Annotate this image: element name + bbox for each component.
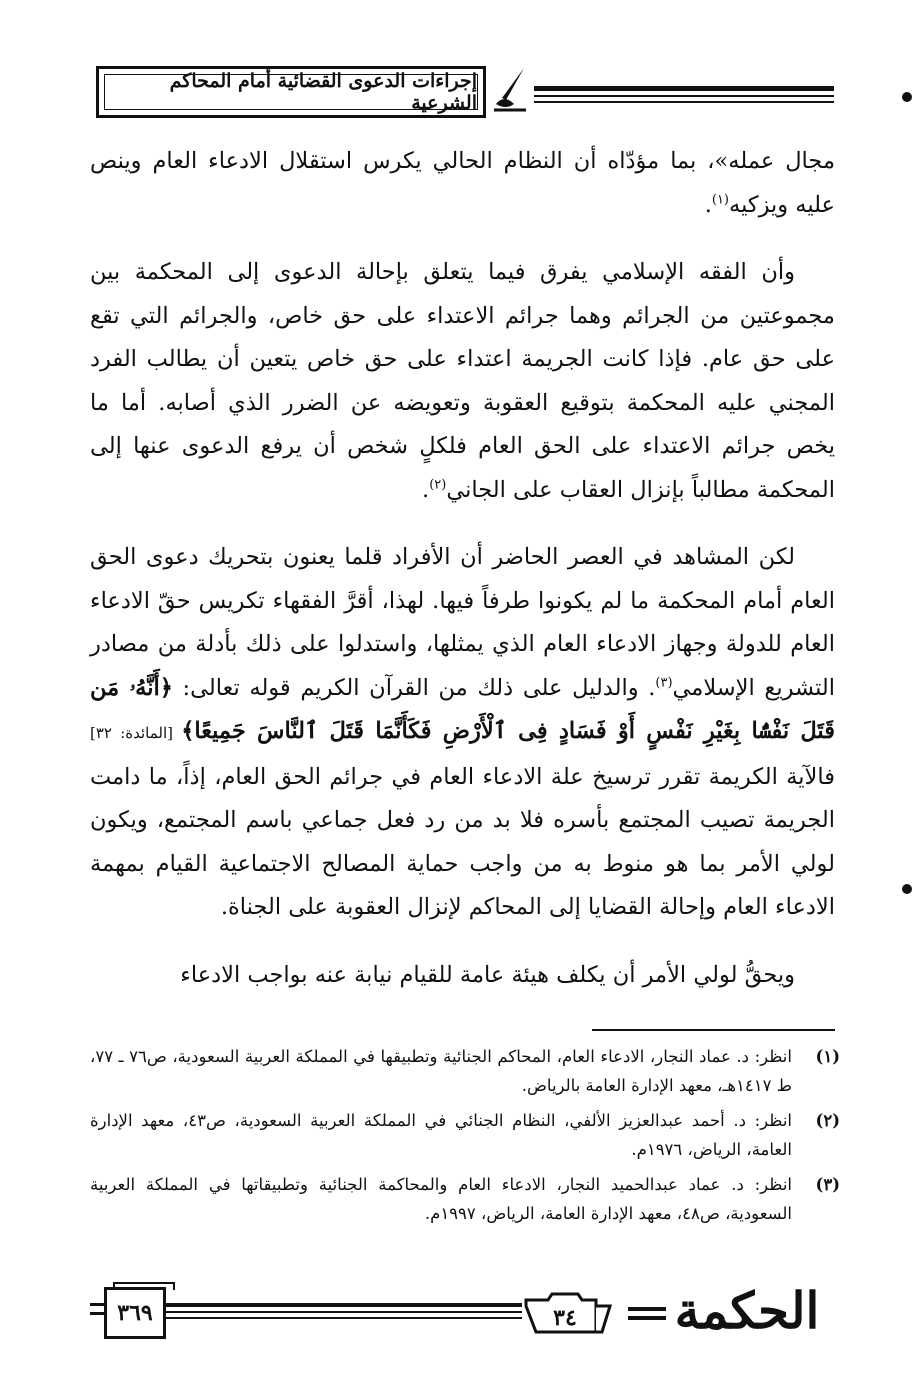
footer-rule [90, 1303, 104, 1306]
header-rule-thick [534, 86, 834, 91]
paragraph: مجال عمله»، بما مؤدّاه أن النظام الحالي يكرس استقلال الادعاء العام وينص عليه ويزكيه$^{(١)}$. [90, 148, 835, 218]
footer-rule [90, 1312, 104, 1315]
footnotes [90, 1042, 840, 1234]
body-text [90, 140, 835, 1021]
paragraph: وأن الفقه الإسلامي يفرق فيما يتعلق بإحالة الدعوى إلى المحكمة بين مجموعتين من الجرائم وهما جرائم الاعتداء على حق خاص، والجرائم التي تقع على حق عام. فإذا كانت الجريمة اعتداء على حق خاص يتعين أن يطالب الفرد المجني عليه المحكمة بتوقيع العقوبة وتعويضه عن الضرر الذي أصابه. أما ما يخص جرائم الاعتداء على الحق العام فلكلٍ شخص أن يرفع الدعوى عنها إلى المحكمة مطالباً بإنزال العقاب على الجاني$^{(٢)}$. [90, 259, 835, 503]
header-rule [534, 101, 834, 103]
issue-number: ٣٤ [553, 1305, 577, 1331]
verse-reference: [المائدة: ٣٢] [90, 724, 182, 742]
quill-pen-icon [490, 64, 530, 114]
footnote-number: (٢) [815, 1111, 840, 1130]
page-number: ٣٦٩ [117, 1300, 153, 1326]
footer-rule-thick [166, 1303, 522, 1307]
footer-rule [628, 1307, 666, 1311]
footnote [90, 1106, 840, 1164]
footnote-ref[interactable]: (٢) [429, 477, 447, 492]
footnote-text: انظر: د. عماد النجار، الادعاء العام، المحاكم الجنائية وتطبيقها في المملكة العربية السعودية، ص٧٦ ـ ٧٧، ط ١٤١٧هـ، معهد الإدارة العامة بالرياض. [90, 1047, 792, 1095]
footnote-number: (١) [815, 1047, 840, 1066]
header-rule [534, 95, 834, 97]
paragraph: ويحقُّ لولي الأمر أن يكلف هيئة عامة للقيام نيابة عنه بواجب الادعاء [180, 961, 795, 988]
footnote-separator [592, 1029, 835, 1031]
footnote-number: (٣) [815, 1175, 840, 1194]
quran-verse: ﴿أَنَّهُۥ مَن قَتَلَ نَفْسًۢا بِغَيْرِ نَفْسٍ أَوْ فَسَادٍ فِى ٱلْأَرْضِ فَكَأَنَّمَا قَتَلَ ٱلنَّاسَ جَمِيعًا﴾ [90, 674, 835, 744]
footnote-text: انظر: د. أحمد عبدالعزيز الألفي، النظام الجنائي في المملكة العربية السعودية، ص٤٣، معهد الإدارة العامة، الرياض، ١٩٧٦م. [90, 1111, 792, 1159]
footer-rule [166, 1311, 522, 1313]
journal-logo: الحكمة [674, 1281, 820, 1340]
footnote [90, 1042, 840, 1100]
page-number-box [104, 1287, 166, 1339]
margin-dot [902, 92, 912, 102]
footnote-text: انظر: د. عماد عبدالحميد النجار، الادعاء العام والمحاكمة الجنائية وتطبيقاتها في المملكة العربية السعودية، ص٤٨، معهد الإدارة العامة، الرياض، ١٩٩٧م. [90, 1175, 792, 1223]
footer-rule [628, 1316, 666, 1320]
footnote-ref[interactable]: (١) [711, 192, 729, 207]
margin-dot [902, 884, 912, 894]
footnote [90, 1170, 840, 1228]
footnote-ref[interactable]: (٣) [655, 675, 673, 690]
paragraph: لكن المشاهد في العصر الحاضر أن الأفراد قلما يعنون بتحريك دعوى الحق العام أمام المحكمة ما لم يكونوا طرفاً فيها. لهذا، أقرَّ الفقهاء تكريس حقّ الادعاء العام للدولة وجهاز الادعاء العام الذي يمثلها، واستدلوا على ذلك بأدلة من مصادر التشريع الإسلامي$^{(٣)}$. والدليل على ذلك من القرآن الكريم قوله تعالى: ﴿أَنَّهُۥ مَن قَتَلَ نَفْسًۢا بِغَيْرِ نَفْسٍ أَوْ فَسَادٍ فِى ٱلْأَرْضِ فَكَأَنَّمَا قَتَلَ ٱلنَّاسَ جَمِيعًا﴾ [المائدة: ٣٢] فالآية الكريمة تقرر ترسيخ علة الادعاء العام في جرائم الحق العام، إذاً، ما دامت الجريمة تصيب المجتمع بأسره فلا بد من رد فعل جماعي باسم المجتمع، ويكون لولي الأمر بما هو منوط به من واجب حماية المصالح الاجتماعية القيام بمهمة الادعاء العام وإحالة القضايا إلى المحاكم لإنزال العقوبة على الجناة. [90, 544, 835, 920]
running-header-title: إجراءات الدعوى القضائية أمام المحاكم الشرعية [169, 70, 477, 114]
header-title-box [96, 66, 486, 118]
footer-rule [166, 1317, 522, 1319]
